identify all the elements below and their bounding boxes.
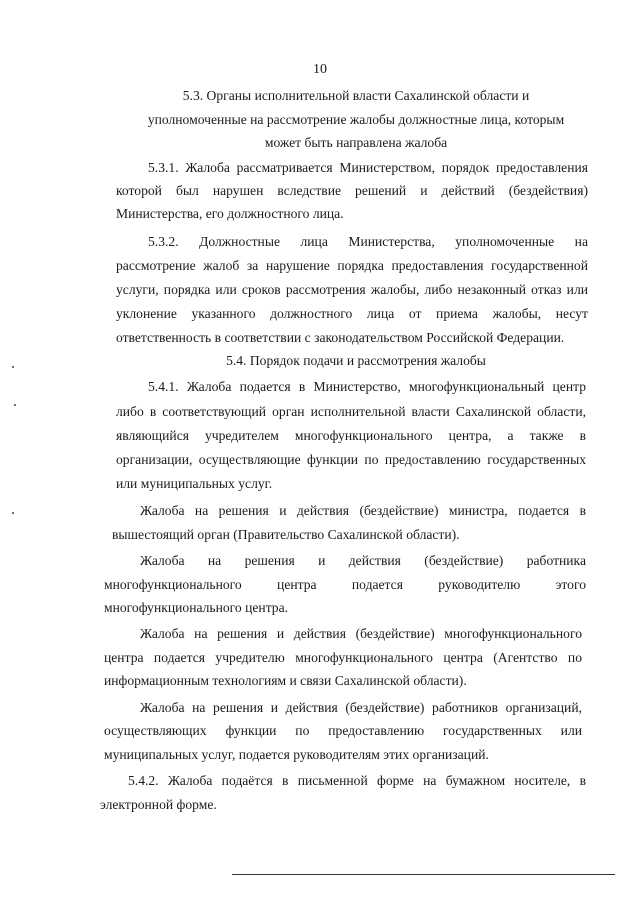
paragraph-5-3-1-line: Министерства, его должностного лица. bbox=[116, 206, 344, 221]
paragraph-5-4-1-line: либо в соответствующий орган исполнительной власти Сахалинской области, bbox=[116, 404, 586, 419]
paragraph-5-4-2-line: электронной форме. bbox=[100, 797, 217, 812]
paragraph-5-4-2-line: 5.4.2. Жалоба подаётся в письменной форме на бумажном носителе, в bbox=[128, 773, 586, 788]
paragraph-org-workers-line: муниципальных услуг, подается руководителям этих организаций. bbox=[104, 747, 489, 762]
section-heading-5-4: 5.4. Порядок подачи и рассмотрения жалобы bbox=[226, 353, 486, 368]
section-heading-5-3-line-1: 5.3. Органы исполнительной власти Сахалинской области и bbox=[182, 88, 530, 103]
section-heading-5-3-line-3: может быть направлена жалоба bbox=[264, 135, 448, 150]
paragraph-5-4-1-line: или муниципальных услуг. bbox=[116, 476, 273, 491]
paragraph-5-3-2-line: услуги, порядка или сроков рассмотрения жалобы, либо незаконный отказ или bbox=[116, 282, 588, 297]
section-heading-5-3-line-2: уполномоченные на рассмотрение жалобы должностные лица, которым bbox=[147, 112, 565, 127]
paragraph-5-3-1-line: которой был нарушен вследствие решений и действий (бездействия) bbox=[116, 183, 588, 198]
paragraph-5-4-1-line: организации, осуществляющие функции по предоставлению государственных bbox=[116, 452, 586, 467]
paragraph-org-workers-line: осуществляющих функции по предоставлению государственных или bbox=[104, 723, 582, 738]
paragraph-mfc-worker-line: многофункционального центра подается руководителю этого bbox=[104, 577, 586, 592]
paragraph-5-4-1-line: являющийся учредителем многофункционального центра, а также в bbox=[116, 428, 586, 443]
scan-mark bbox=[12, 366, 14, 368]
scan-mark bbox=[12, 512, 14, 514]
paragraph-5-3-1-line: 5.3.1. Жалоба рассматривается Министерством, порядок предоставления bbox=[148, 160, 588, 175]
page-number: 10 bbox=[313, 62, 327, 77]
paragraph-mfc-line: Жалоба на решения и действия (бездействие) многофункционального bbox=[140, 626, 582, 641]
paragraph-mfc-line: информационным технологиям и связи Сахалинской области). bbox=[104, 673, 467, 688]
paragraph-mfc-worker-line: Жалоба на решения и действия (бездействие) работника bbox=[140, 553, 586, 568]
paragraph-5-3-2-line: рассмотрение жалоб за нарушение порядка предоставления государственной bbox=[116, 258, 588, 273]
paragraph-minister-line: Жалоба на решения и действия (бездействие) министра, подается в bbox=[140, 503, 586, 518]
bottom-rule bbox=[232, 874, 615, 875]
paragraph-5-3-2-line: ответственность в соответствии с законодательством Российской Федерации. bbox=[116, 330, 565, 345]
paragraph-minister-line: вышестоящий орган (Правительство Сахалинской области). bbox=[112, 527, 460, 542]
scan-mark bbox=[14, 404, 16, 406]
paragraph-5-3-2-line: уклонение указанного должностного лица от приема жалобы, несут bbox=[116, 306, 588, 321]
paragraph-5-3-2-line: 5.3.2. Должностные лица Министерства, уполномоченные на bbox=[148, 234, 588, 249]
paragraph-org-workers-line: Жалоба на решения и действия (бездействие) работников организаций, bbox=[140, 700, 582, 715]
paragraph-5-4-1-line: 5.4.1. Жалоба подается в Министерство, многофункциональный центр bbox=[148, 379, 586, 394]
paragraph-mfc-worker-line: многофункционального центра. bbox=[104, 600, 289, 615]
paragraph-mfc-line: центра подается учредителю многофункционального центра (Агентство по bbox=[104, 650, 582, 665]
